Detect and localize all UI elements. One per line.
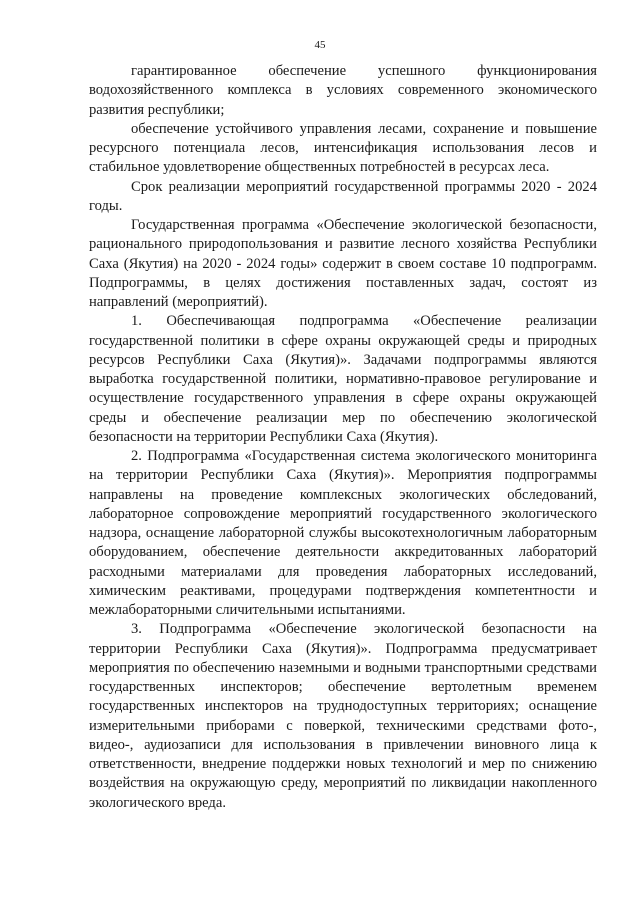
document-body	[89, 62, 597, 813]
paragraph-subprogram-2: 2. Подпрограмма «Государственная система экологического мониторинга на территории Республики Саха (Якутия)». Мероприятия подпрограммы направлены на проведение комплексных экологических обследований, лабораторное сопровождение мероприятий государственного экологического надзора, оснащение лабораторной службы высокотехнологичным лабораторным оборудованием, обеспечение деятельности аккредитованных лабораторий расходными материалами для проведения лабораторных исследований, химическим реактивами, процедурами подтверждения компетентности и межлабораторными сличительными испытаниями.	[89, 448, 597, 618]
paragraph-program-term: Срок реализации мероприятий государственной программы 2020 - 2024 годы.	[89, 178, 597, 214]
paragraph-water-management: гарантированное обеспечение успешного функционирования водохозяйственного комплекса в условиях современного экономического развития республики;	[89, 63, 597, 118]
paragraph-subprogram-1: 1. Обеспечивающая подпрограмма «Обеспечение реализации государственной политики в сфере охраны окружающей среды и природных ресурсов Республики Саха (Якутия)». Задачами подпрограммы являются выработка государственной политики, нормативно-правовое регулирование и осуществление государственного управления в сфере охраны окружающей среды и обеспечение реализации мер по обеспечению экологической безопасности на территории Республики Саха (Якутия).	[89, 313, 597, 445]
paragraph-forest-management: обеспечение устойчивого управления лесами, сохранение и повышение ресурсного потенциала лесов, интенсификация использования лесов и стабильное удовлетворение общественных потребностей в ресурсах леса.	[89, 120, 597, 176]
paragraph-program-overview: Государственная программа «Обеспечение экологической безопасности, рационального природопользования и развитие лесного хозяйства Республики Саха (Якутия) на 2020 - 2024 годы» содержит в своем составе 10 подпрограмм. Подпрограммы, в целях достижения поставленных задач, состоят из направлений (мероприятий).	[89, 217, 597, 310]
paragraph-subprogram-3: 3. Подпрограмма «Обеспечение экологической безопасности на территории Республики Саха (Якутия)». Подпрограмма предусматривает мероприятия по обеспечению наземными и водными транспортными средствами государственных инспекторов; обеспечение вертолетным временем государственных инспекторов на труднодоступных территориях; оснащение измерительными приборами с поверкой, техническими средствами фото-, видео-, аудиозаписи для использования в привлечении виновного лица к ответственности, внедрение поддержки новых технологий и мер по снижению воздействия на окружающую среду, мероприятий по ликвидации накопленного экологического вреда.	[89, 621, 597, 811]
page-number: 45	[314, 39, 326, 51]
